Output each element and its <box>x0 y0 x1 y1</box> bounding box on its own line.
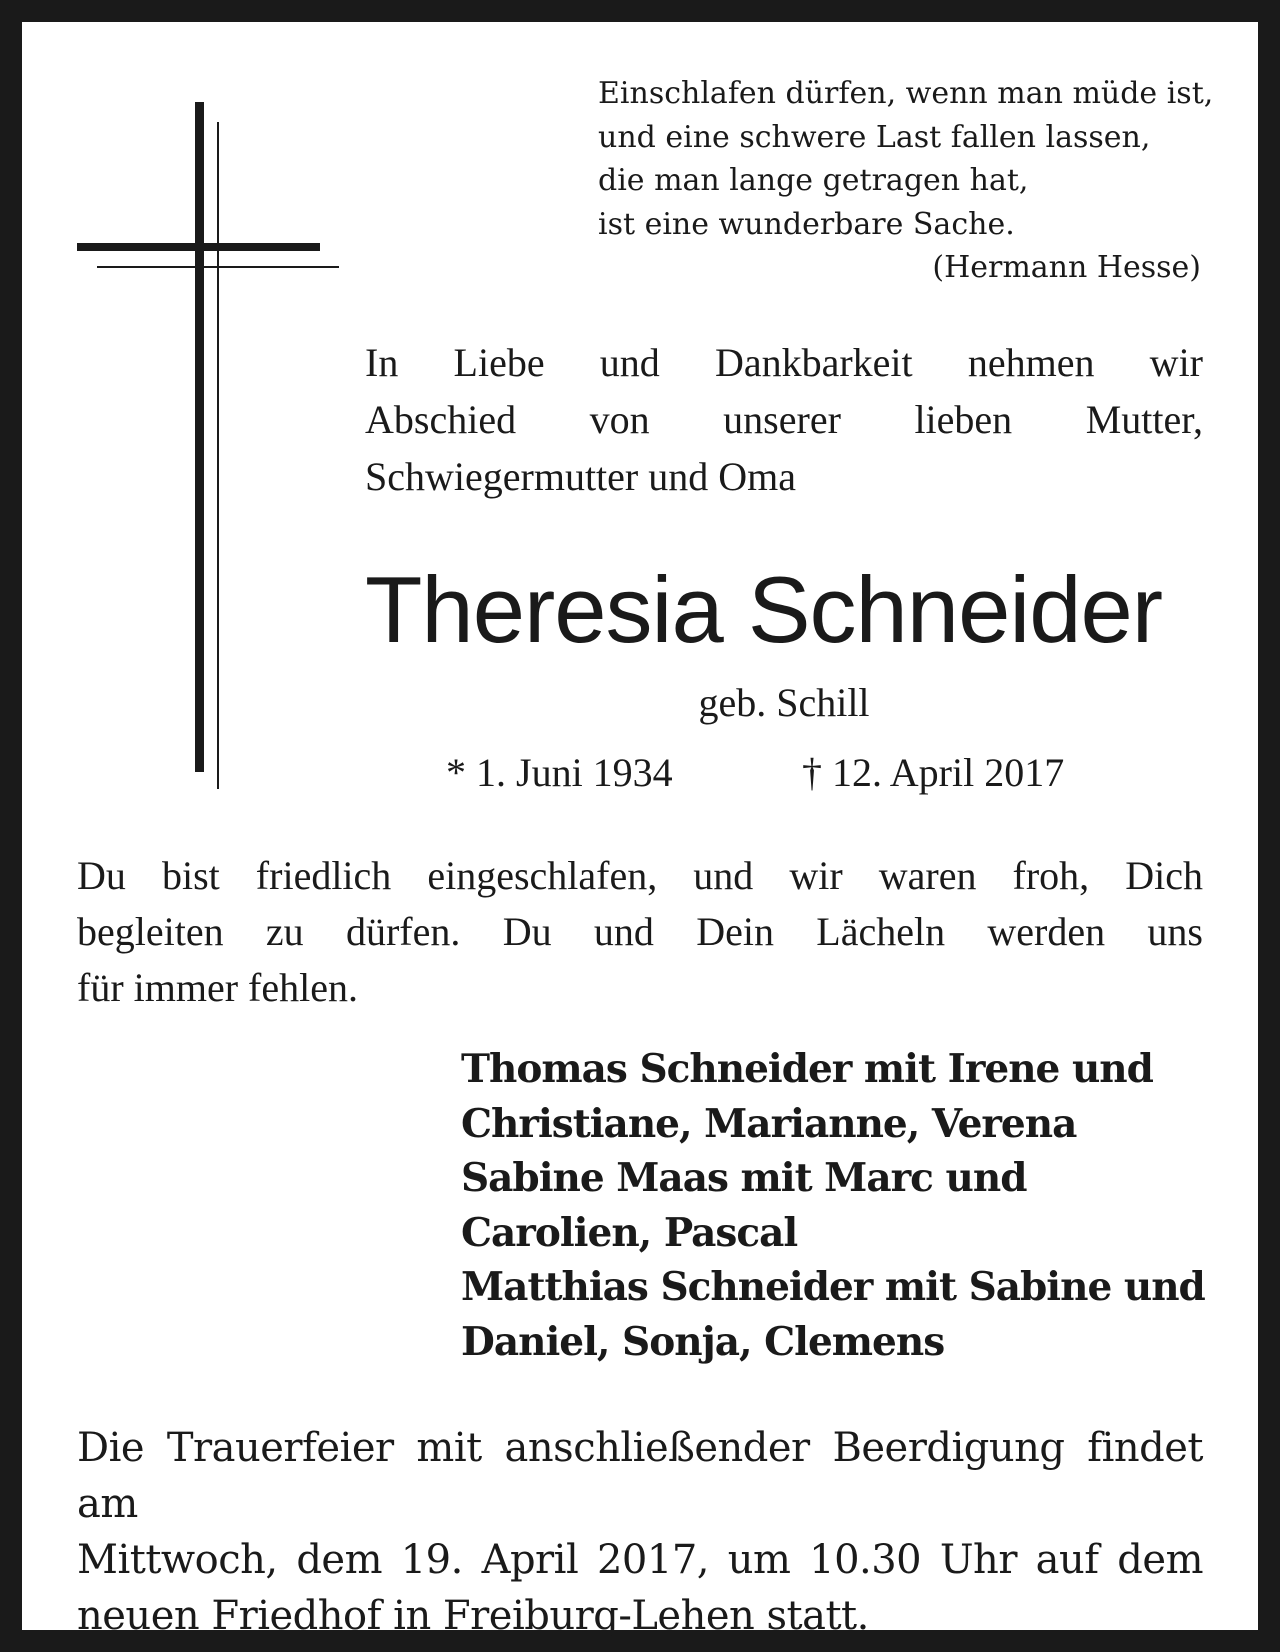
quote-author: (Hermann Hesse) <box>932 250 1201 285</box>
intro-text <box>365 334 1203 505</box>
cross-vertical-bar-thick <box>195 102 204 772</box>
funeral-line: neuen Friedhof in Freiburg-Lehen statt. <box>77 1593 869 1639</box>
deceased-name: Theresia Schneider <box>365 557 1163 662</box>
maiden-name: geb. Schill <box>698 680 870 725</box>
quote-line: ist eine wunderbare Sache. <box>598 206 1015 242</box>
death-date: † 12. April 2017 <box>802 750 1065 795</box>
mourner-line: Christiane, Marianne, Verena <box>461 1100 1077 1147</box>
birth-date: * 1. Juni 1934 <box>446 750 673 795</box>
cross-vertical-bar-thin <box>217 122 219 789</box>
quote-line: und eine schwere Last fallen lassen, <box>598 119 1151 155</box>
intro-line: Schwiegermutter und Oma <box>365 454 796 499</box>
quote-line: die man lange getragen hat, <box>598 163 1029 198</box>
farewell-text <box>77 848 1203 1016</box>
mourners-list <box>461 1042 1221 1369</box>
farewell-line: für immer fehlen. <box>77 965 358 1010</box>
mourner-line: Thomas Schneider mit Irene und <box>461 1046 1153 1092</box>
mourner-line: Matthias Schneider mit Sabine und <box>461 1264 1205 1310</box>
intro-line: Abschied von unserer lieben Mutter, <box>365 397 1203 442</box>
farewell-line: Du bist friedlich eingeschlafen, und wir waren froh, Dich <box>77 853 1203 898</box>
cross-horizontal-bar-thin <box>97 266 339 268</box>
poem-quote <box>598 72 1214 285</box>
mourner-line: Daniel, Sonja, Clemens <box>461 1318 945 1365</box>
mourner-line: Sabine Maas mit Marc und <box>461 1155 1027 1201</box>
quote-line: Einschlafen dürfen, wenn man müde ist, <box>598 76 1214 111</box>
mourner-line: Carolien, Pascal <box>461 1209 798 1256</box>
funeral-notice <box>77 1420 1203 1644</box>
funeral-line: Mittwoch, dem 19. April 2017, um 10.30 Uhr auf dem <box>77 1537 1203 1583</box>
intro-line: In Liebe und Dankbarkeit nehmen wir <box>365 340 1203 385</box>
farewell-line: begleiten zu dürfen. Du und Dein Lächeln werden uns <box>77 909 1203 954</box>
funeral-line: Die Trauerfeier mit anschließender Beerdigung findet am <box>77 1425 1203 1527</box>
cross-horizontal-bar-thick <box>77 243 320 251</box>
